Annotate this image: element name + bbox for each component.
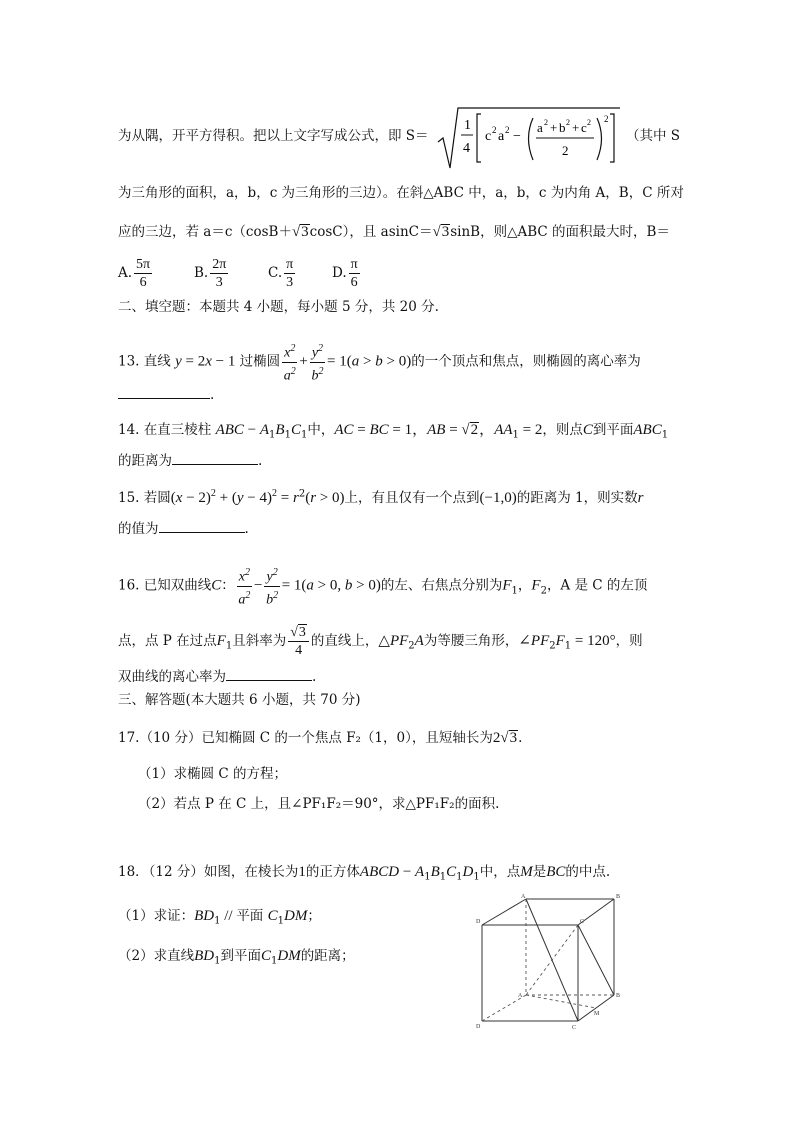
option-b[interactable]: [194, 256, 268, 291]
svg-text:−: −: [513, 129, 521, 144]
option-a-frac: $\frac{5\pi}{6}$: [136, 257, 151, 290]
q17-stem-text: 17.（10 分）已知椭圆 C 的一个焦点 F₂（1，0），且短轴长为: [118, 730, 493, 746]
svg-text:2: 2: [492, 125, 497, 135]
q16-line2-b: 且斜率为: [232, 633, 287, 649]
q16-text-a: 16. 已知双曲线: [118, 577, 212, 594]
q18-stem-d: 是: [532, 864, 547, 880]
q13-answer-blank[interactable]: [118, 384, 210, 399]
q17-tail: .: [518, 730, 523, 746]
q18-cube: ABCD: [359, 864, 400, 880]
q13-mid: 过椭圆: [239, 353, 281, 370]
q15-var: r: [637, 490, 644, 506]
q15-tail: .: [244, 521, 249, 537]
svg-text:M: M: [594, 1011, 600, 1017]
q12-line1-text: 为从隅，开平方得积。把以上文字写成公式，即 S＝: [118, 128, 429, 144]
q18-p2-c: 到平面: [220, 948, 261, 964]
q18-p2-a: （2）求直线: [118, 948, 195, 964]
q13-frac-y: $\frac{y^2}{b^2}$: [310, 340, 325, 384]
q13-answer-line: [118, 384, 214, 405]
q16-slope: $\frac{√3}{4}$: [288, 624, 309, 659]
svg-text:2: 2: [544, 118, 548, 127]
svg-text:2: 2: [566, 118, 570, 127]
option-d-frac: $\frac{\pi}{6}$: [350, 257, 358, 290]
q18-part1: （1）求证：$BD_1$ // 平面 $C_1DM$；: [118, 908, 321, 927]
q13-post: 的一个顶点和焦点，则椭圆的离心率为: [411, 353, 641, 370]
svg-text:A: A: [518, 993, 523, 999]
svg-text:C: C: [572, 1025, 577, 1031]
svg-text:C: C: [580, 919, 585, 925]
q16-text-c: ，A 是 C 的左顶: [546, 577, 648, 594]
q14-line2: [118, 450, 262, 471]
q18-part2: （2）求直线$BD_1$到平面$C_1DM$的距离；: [118, 948, 355, 967]
section-2-heading: 二、填空题：本题共 4 小题，每小题 5 分，共 20 分.: [118, 299, 439, 315]
q16-line3-text: 双曲线的离心率为: [118, 669, 226, 685]
q18-stem-c: 中，点: [479, 864, 521, 880]
q16-line2-d: 为等腰三角形，: [423, 633, 519, 649]
q16-frac-y: $\frac{y^2}{b^2}$: [264, 564, 279, 608]
q18-edge: 1: [298, 864, 306, 880]
svg-text:+: +: [550, 120, 558, 135]
option-a[interactable]: [118, 256, 194, 291]
svg-text:B: B: [616, 894, 621, 900]
q15: 15. 若圆$(x - 2)^2 + (y - 4)^2 = r^2(r > 0)$上，有且仅有一个点到(−1,0)的距离为 1，则实数r: [118, 488, 644, 506]
svg-text:a: a: [537, 120, 543, 135]
q12-line1-post: （其中 S: [626, 128, 681, 144]
svg-text:+: +: [572, 120, 580, 135]
q13-line-eq: y: [175, 353, 182, 370]
svg-text:1: 1: [464, 118, 471, 133]
q16-frac-x: $\frac{x^2}{a^2}$: [237, 564, 252, 608]
q12-options: [118, 256, 396, 291]
option-d[interactable]: [332, 256, 396, 291]
option-c[interactable]: [268, 256, 332, 291]
q18-stem-a: 18．（12 分）如图，在棱长为: [118, 864, 299, 880]
option-b-frac: $\frac{2\pi}{3}$: [212, 257, 227, 290]
svg-text:2: 2: [604, 114, 609, 124]
q18-stem-b: 的正方体: [305, 864, 360, 880]
q14-prism: ABC: [215, 422, 244, 438]
svg-text:2: 2: [587, 118, 591, 127]
svg-text:D: D: [476, 919, 481, 925]
q16-line2-e: ，则: [615, 633, 643, 649]
q16-line3: [118, 666, 316, 687]
q17-stem: [118, 728, 522, 748]
option-c-frac: $\frac{\pi}{3}$: [286, 257, 294, 290]
q15-point: (−1,0): [479, 490, 517, 506]
q12-line3: [118, 222, 670, 242]
sqrt3-a: √3: [291, 224, 309, 240]
q18-p1-a: （1）求证：: [118, 908, 195, 924]
q12-line2: 为三角形的面积，a，b，c 为三角形的三边）。在斜△ABC 中，a，b，c 为内角 A，B，C 所对: [118, 185, 684, 201]
q14: 14. 在直三棱柱 ABC − $A_1B_1C_1$中，AC = BC = 1，AB = √2，$AA_1 = 2$，则点C到平面$ABC_1$: [118, 422, 669, 441]
q13-frac-x: $\frac{x^2}{a^2}$: [282, 340, 297, 384]
svg-text:B: B: [616, 993, 621, 999]
q18-bc: BC: [546, 864, 566, 880]
section-3-heading: 三、解答题(本大题共 6 小题，共 70 分): [118, 692, 361, 708]
q18-stem-e: 的中点.: [565, 864, 611, 880]
q16-line2: 点，点 P 在过点$F_1$且斜率为 $\frac{√3}{4}$ 的直线上，$\triangle PF_2A$为等腰三角形，$\angle PF_2F_1 = 120^\circ$，则: [118, 625, 643, 658]
q16-text-b: 的左、右焦点分别为: [380, 577, 503, 594]
q17-part1: （1）求椭圆 C 的方程；: [138, 766, 288, 782]
q13-tail: .: [210, 387, 215, 403]
svg-text:A: A: [521, 894, 526, 900]
q15-text-b: 上，有且仅有一个点到: [344, 490, 480, 506]
q13-pre: 13. 直线: [118, 353, 171, 370]
q12-line3c: sinB，则△ABC 的面积最大时，B＝: [450, 224, 670, 240]
svg-text:c: c: [581, 120, 587, 135]
svg-text:4: 4: [463, 141, 470, 156]
q18-p1-c: ；: [307, 908, 321, 924]
svg-text:2: 2: [505, 125, 510, 135]
q18-stem: 18．（12 分）如图，在棱长为1的正方体ABCD − $A_1B_1C_1D_1$中，点M是BC的中点.: [118, 864, 611, 883]
option-d-label: D.: [332, 265, 347, 281]
q18-p2-e: 的距离；: [300, 948, 355, 964]
q15-circle: (: [170, 490, 176, 506]
q16-answer-blank[interactable]: [226, 666, 312, 681]
option-b-label: B.: [194, 265, 209, 281]
q18-m: M: [520, 864, 533, 880]
q13: 13. 直线 y = 2x − 1 过椭圆 $\frac{x^2}{a^2}$ + $\frac{y^2}{b^2}$ = 1(a > b > 0)的一个顶点和焦点，则椭圆的离心率为: [118, 340, 641, 384]
svg-text:D: D: [476, 1024, 481, 1030]
q14-tail: .: [258, 453, 263, 469]
cube-figure: [474, 893, 624, 1033]
q15-text-c: 的距离为 1，则实数: [516, 490, 638, 506]
q14-text-a: 14. 在直三棱柱: [118, 422, 212, 438]
q16-curve: C: [211, 577, 222, 594]
svg-text:a: a: [498, 129, 505, 144]
q14-text-c: ，则点: [542, 422, 583, 438]
q12-line3b: cosC），且 asinC＝: [309, 224, 433, 240]
q15-answer-blank[interactable]: [159, 518, 245, 533]
q16-tail: .: [312, 669, 317, 685]
q14-text-d: 到平面: [592, 422, 634, 438]
q15-line2: [118, 518, 249, 539]
q14-answer-blank[interactable]: [172, 450, 258, 465]
q14-point: C: [582, 422, 593, 438]
svg-text:b: b: [559, 120, 566, 135]
q12-line1-end: [626, 126, 680, 146]
q16-line2-a: 点，点 P 在过点: [118, 633, 217, 649]
q14-line2-text: 的距离为: [118, 453, 172, 469]
sqrt3-b: √3: [432, 224, 450, 240]
q12-line1: [118, 126, 429, 146]
area-formula: [436, 104, 622, 172]
q15-line2-text: 的值为: [118, 521, 159, 537]
svg-text:c: c: [485, 129, 492, 144]
option-c-label: C.: [268, 265, 283, 281]
q12-line3a: 应的三边，若 a＝c（cosB＋: [118, 224, 292, 240]
q14-text-b: 中，: [307, 422, 335, 438]
q16-line2-c: 的直线上，: [310, 633, 379, 649]
q15-text-a: 15. 若圆: [118, 490, 171, 506]
q16: 16. 已知双曲线C： $\frac{x^2}{a^2}$ − $\frac{y^2}{b^2}$ = 1(a > 0, b > 0)的左、右焦点分别为$F_1$，$F_2$，A 是 C 的左顶: [118, 564, 647, 608]
option-a-label: A.: [118, 265, 133, 281]
q17-axis: 2√3: [492, 730, 518, 746]
q17-part2: （2）若点 P 在 C 上，且∠PF₁F₂＝90°，求△PF₁F₂的面积.: [138, 796, 500, 812]
svg-text:2: 2: [562, 143, 569, 158]
